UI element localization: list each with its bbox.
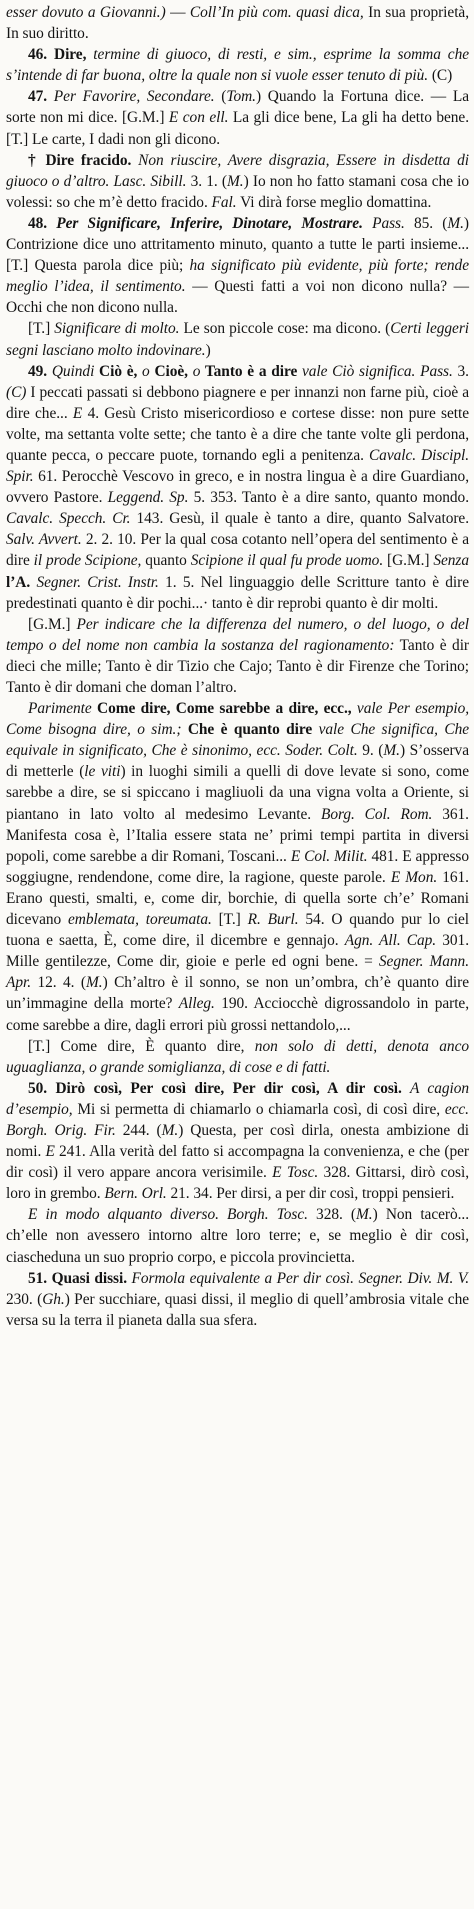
entry-headword: 50. Dirò così, Per così dire, Per dir così, A dir così. — [28, 1079, 402, 1097]
entry-paragraph — [6, 86, 469, 149]
entry-headword: Cioè, — [149, 362, 188, 380]
entry-headword: Come dire, Come sarebbe a dire, ecc., — [91, 700, 352, 718]
entry-text: In sua proprietà, In suo diritto. — [6, 4, 469, 43]
entry-text: I peccati passati si debbono piagnere e per innanzi non farne più, cioè a dire che... — [6, 383, 469, 422]
entry-text: quanto — [141, 552, 191, 570]
entry-text: 230. ( — [6, 1290, 43, 1308]
entry-text: La gli dice bene, La gli ha detto bene. [T.] Le carte, I dadi non gli dicono. — [6, 109, 469, 148]
entry-text: 21. 34. Per dirsi, a per dir così, troppi pensieri. — [166, 1185, 455, 1203]
entry-text: — — [165, 4, 190, 21]
entry-paragraph — [6, 318, 469, 360]
entry-paragraph — [6, 2, 469, 44]
entry-headword: l’A. — [6, 573, 31, 591]
entry-italic-text: E Mon. — [390, 868, 438, 886]
entry-italic-text: Pass. — [362, 214, 405, 232]
entry-italic-text: Parimente — [28, 700, 92, 718]
entry-paragraph — [6, 614, 469, 698]
entry-italic-text: Fal. — [211, 193, 237, 211]
entry-text: [T.] Come dire, È quanto dire, — [28, 1037, 255, 1055]
entry-text: 241. Alla verità del fatto si accompagna la convenienza, e che (per dir così) il vero appare ancora verisimile. — [6, 1143, 469, 1182]
entry-text: 54. O quando pur lo ciel tuona e saetta, È, come dire, il dicembre e gennajo. — [6, 911, 469, 950]
entry-italic-text: esser dovuto a Giovanni.) — [6, 4, 166, 21]
entry-paragraph — [6, 361, 469, 614]
entry-italic-text: Alleg. — [178, 995, 215, 1013]
entry-text: Tanto è dir dieci che mille; Tanto è dir Tizio che Cajo; Tanto è dir Firenze che Torino; Tanto è dir domani che doman l’altro. — [6, 636, 469, 696]
entry-text: [G.M.] — [28, 615, 77, 633]
entry-italic-text: Significare di molto. — [54, 320, 180, 338]
entry-italic-text: Coll’In più com. quasi dica, — [189, 4, 364, 21]
entry-headword: Tanto è a dire — [200, 362, 298, 380]
entry-italic-text: Gh. — [42, 1290, 65, 1308]
entry-italic-text: M. — [85, 974, 103, 992]
entry-italic-text: M. — [227, 172, 244, 190]
entry-italic-text: termine di giuoco, di resti, e sim., esprime la somma che s’intende di far buona, oltre la quale non si vuole esser tenuto di più. — [6, 46, 470, 85]
entry-italic-text: A cagion d’esempio, — [6, 1079, 469, 1118]
entry-text: 190. Acciocchè digrossandolo in parte, come sarebbe a dire, dagli errori più grossi nettandolo,... — [6, 995, 470, 1034]
entry-italic-text: emblemata, toreumata. — [68, 911, 212, 929]
entry-text: 3. 1. ( — [186, 172, 227, 190]
entry-headword: Che è quanto dire — [181, 721, 313, 739]
entry-italic-text: ecc. Borgh. Orig. Fir. — [6, 1100, 469, 1139]
entry-text: ) in luoghi simili a quelli di dove levate si sono, come sarebbe a dire, se si spiccano i magliuoli da una vigna volta a Oriente, si piantano in lato volto al medesimo Levante. — [6, 763, 470, 823]
entry-italic-text: vale Che significa, Che equivale in significato, Che è sinonimo, ecc. Soder. Colt. — [6, 721, 469, 760]
entry-headword: 47. — [28, 88, 48, 106]
entry-italic-text: Segner. Crist. Instr. — [30, 573, 159, 591]
entry-italic-text: M. — [383, 742, 400, 760]
entry-paragraph — [6, 150, 469, 213]
entry-italic-text: vale Per esempio, Come bisogna dire, o sim.; — [6, 700, 470, 739]
entry-text: ) Ch’altro è il sonno, se non un’ombra, ch’è quanto dire un’immagine della morte? — [6, 974, 470, 1013]
entry-text: 12. 4. ( — [31, 974, 86, 992]
entry-italic-text: R. Burl. — [247, 911, 299, 929]
entry-italic-text: Certi leggeri segni lasciano molto indovinare. — [6, 320, 469, 359]
entry-text: 481. E appresso soggiugne, rendendone, come dire, la ragione, queste parole. — [6, 847, 469, 886]
entry-text: Mi si permetta di chiamarlo o chiamarla così, di così dire, — [72, 1100, 445, 1118]
entry-text: 301. Mille gentilezze, Come dir, gioie e perle ed ogni bene. = — [6, 932, 469, 971]
entry-text: 85. ( — [404, 214, 448, 232]
entry-italic-text: vale Ciò significa. Pass. — [297, 362, 453, 380]
entry-text: [T.] — [28, 320, 55, 338]
entry-text: 61. Perocchè Vescovo in greco, e in nostra lingua è a dire Guardiano, ovvero Pastore. — [6, 468, 469, 507]
entry-italic-text: M. — [447, 214, 464, 232]
entry-italic-text: le viti — [84, 763, 121, 781]
entry-italic-text: E in modo alquanto diverso. Borgh. Tosc. — [28, 1206, 308, 1224]
entry-headword: † Dire fracido. — [28, 151, 132, 169]
entry-headword: 46. Dire, — [28, 46, 87, 64]
entry-paragraph — [6, 213, 469, 318]
entry-paragraph — [6, 44, 469, 86]
entry-italic-text: E — [72, 404, 83, 422]
entry-italic-text: Bern. Orl. — [104, 1185, 167, 1203]
entry-headword: 49. — [28, 362, 48, 380]
entry-text: ) — [205, 341, 211, 359]
entry-text: 328. ( — [307, 1206, 357, 1224]
entry-italic-text: Salv. Avvert. — [6, 531, 82, 549]
entry-italic-text: E — [45, 1143, 55, 1161]
entry-italic-text: Scipione il qual fu prode uomo. — [190, 552, 384, 570]
entry-text: 1. 5. Nel linguaggio delle Scritture tanto è dire predestinati quanto è dir pochi...· tanto è dir reprobi quanto è dir molti. — [6, 573, 469, 612]
entry-italic-text: (C) — [6, 383, 27, 401]
entry-paragraph — [6, 1078, 469, 1205]
entry-text: 143. Gesù, il quale è tanto a dire, quanto Salvatore. — [130, 510, 469, 528]
entry-text: ( — [214, 88, 227, 106]
entry-paragraph — [6, 1204, 469, 1267]
entry-headword: 51. Quasi dissi. — [28, 1269, 128, 1287]
entry-italic-text: Quindi — [47, 362, 95, 380]
entry-text: 244. ( — [115, 1121, 162, 1139]
entry-text: 361. Manifesta cosa è, l’Italia essere stata ne’ primi tempi partita in diversi popoli, come sarebbe a dir Romani, Toscani... — [6, 805, 469, 865]
entry-italic-text: Segner. Mann. Apr. — [6, 953, 469, 992]
entry-italic-text: Cavalc. Discipl. Spir. — [6, 446, 470, 486]
entry-text: ) Contrizione dice uno attritamento minuto, quanto a tutte le parti insieme... [T.] Questa parola dice più; — [6, 214, 469, 275]
entry-text: Le son piccole cose: ma dicono. ( — [179, 320, 391, 338]
entry-headword: Per Significare, Inferire, Dinotare, Mostrare. — [47, 214, 363, 232]
entry-text: ) Io non ho fatto stamani cosa che io volessi: so che m’è detto fracido. — [6, 172, 469, 211]
entry-text: (C) — [428, 67, 453, 85]
entry-italic-text: Leggend. Sp. — [107, 489, 189, 507]
entry-text: ) S’osserva di metterle ( — [6, 742, 469, 781]
entry-text: — Questi fatti a voi non dicono nulla? — Occhi che non dicono nulla. — [6, 278, 470, 317]
entry-italic-text: M. — [161, 1121, 179, 1139]
entry-italic-text: Borg. Col. Rom. — [320, 805, 433, 823]
entry-text: 328. Gittarsi, dirò così, loro in grembo. — [6, 1164, 469, 1203]
entry-italic-text: Agn. All. Cap. — [344, 932, 437, 950]
entry-text: 2. 2. 10. Per la qual cosa cotanto nell’opera del sentimento è a dire — [6, 531, 469, 570]
entry-headword: Ciò è, — [94, 362, 138, 380]
entry-italic-text: E Col. Milit. — [290, 847, 368, 865]
entry-paragraph — [6, 698, 469, 1036]
entry-italic-text: E con ell. — [168, 109, 229, 127]
entry-text: [G.M.] — [383, 552, 434, 570]
entry-text: 5. 353. Tanto è a dire santo, quanto mondo. — [188, 489, 469, 507]
entry-text: 3. — [452, 362, 469, 380]
entry-italic-text: non solo di detti, denota anco uguaglianza, o grande somiglianza, di cose e di fatti. — [6, 1037, 469, 1076]
entry-text: 161. Erano questi, smalti, e, come dir, borchie, di quella sorte ch’e’ Romani dicevano — [6, 868, 469, 929]
entry-italic-text: Cavalc. Specch. Cr. — [6, 510, 131, 528]
entry-italic-text: il prode Scipione, — [33, 552, 142, 570]
entry-text: Vi dirà forse meglio domattina. — [236, 193, 432, 211]
entry-italic-text: Formola equivalente a Per dir così. Segner. Div. M. V. — [127, 1269, 469, 1287]
entry-italic-text: M. — [356, 1206, 373, 1224]
entry-text: 4. Gesù Cristo misericordioso e cortese disse: non pure sette volte, ma settanta volte sette; che tanto è a dire che tante volte gli perdona, quante pecca, o peccare puote, tornando egli a penitenza. — [6, 404, 469, 464]
entry-text: ) Questa, per così dirla, onesta ambizione di nomi. — [6, 1121, 469, 1161]
entry-text: ) Non tacerò... ch’elle non avessero intorno altre loro terre; e, se meglio è dir così, ciascheduna un suo proprio corpo, e piccola provincietta. — [6, 1206, 469, 1266]
entry-text: [T.] — [211, 911, 248, 929]
entry-italic-text: Per Favorire, Secondare. — [47, 88, 215, 106]
entry-italic-text: E Tosc. — [272, 1164, 319, 1182]
entry-italic-text: o — [187, 362, 201, 380]
entry-italic-text: Senza — [433, 552, 470, 570]
entry-headword: 48. — [28, 214, 48, 232]
entry-paragraph — [6, 1036, 469, 1078]
entry-italic-text: Per indicare che la differenza del numero, o del luogo, o del tempo o del nome non cambia la sostanza del ragionamento: — [6, 615, 469, 654]
entry-italic-text: o — [137, 362, 150, 380]
entry-text: ) Per succhiare, quasi dissi, il meglio di quell’ambrosia vitale che versa su la terra il pianeta dalla sua sfera. — [6, 1290, 470, 1329]
entry-text: 9. ( — [357, 742, 384, 760]
entry-italic-text: Tom. — [226, 88, 256, 106]
entry-italic-text: Non riuscire, Avere disgrazia, Essere in disdetta di giuoco o d’altro. Lasc. Sibill. — [6, 151, 469, 190]
entry-paragraph — [6, 1268, 469, 1331]
entry-text: ) Quando la Fortuna dice. — La sorte non mi dice. [G.M.] — [6, 88, 469, 127]
entry-italic-text: ha significato più evidente, più forte; rende meglio l’idea, il sentimento. — [6, 257, 469, 296]
